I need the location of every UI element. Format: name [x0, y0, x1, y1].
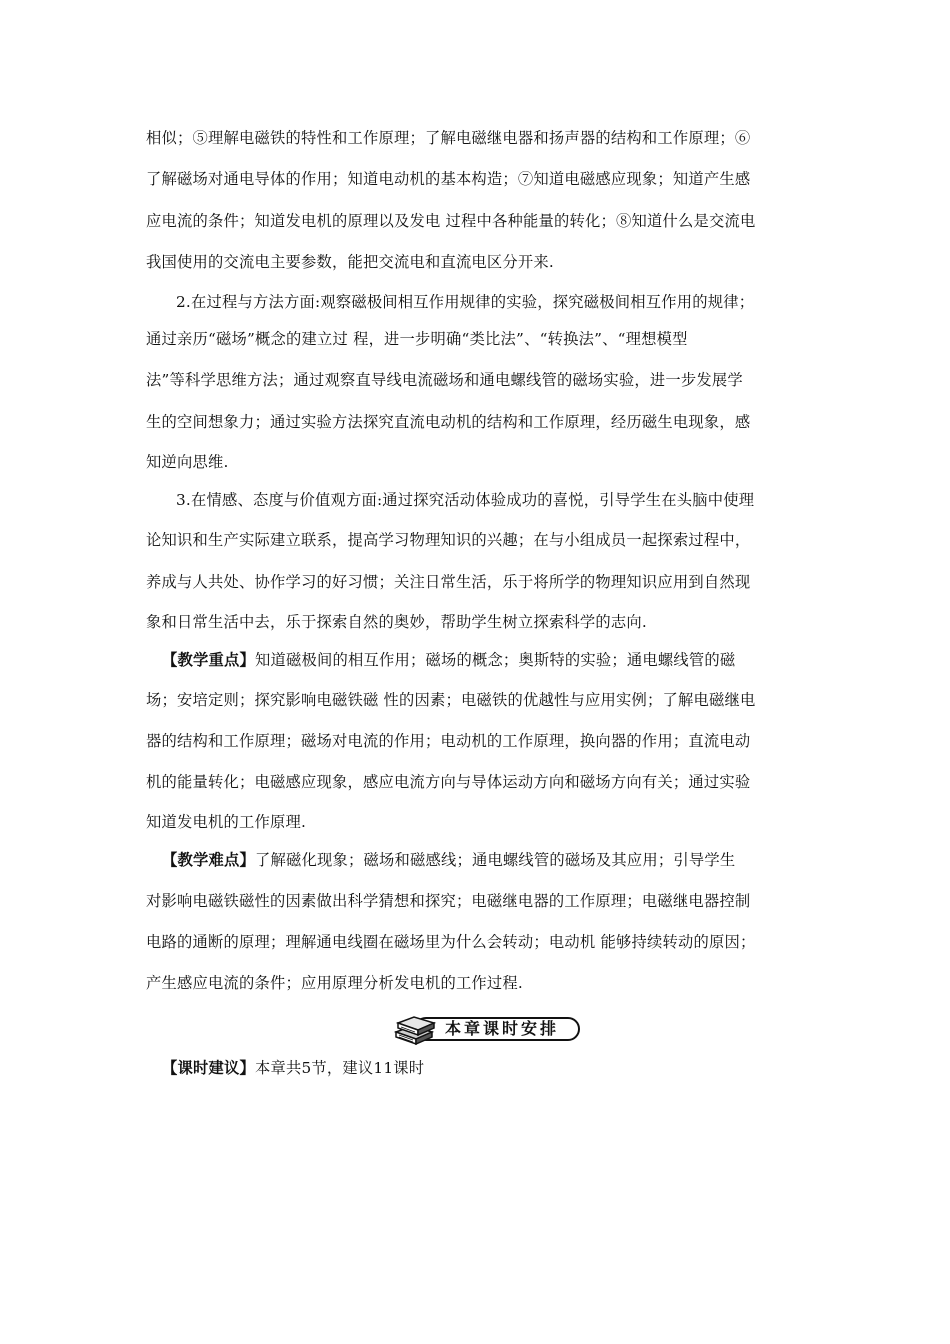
schedule-text: 本章共5节，建议11课时 [254, 1059, 425, 1077]
difficulties-label: 【教学难点】 [162, 851, 255, 869]
difficulties-text: 了解磁化现象；磁场和磁感线；通电螺线管的磁场及其应用；引导学生 [254, 851, 736, 869]
text-line: 通过亲历“磁场”概念的建立过 程，进一步明确“类比法”、“转换法”、“理想模型 [146, 330, 688, 348]
text-line: 知逆向思维. [146, 453, 229, 471]
text-line [162, 1058, 806, 1078]
section-banner [392, 1008, 588, 1048]
text-line [162, 650, 806, 670]
key-points-label: 【教学重点】 [162, 651, 255, 669]
key-points-text: 知道磁极间的相互作用；磁场的概念；奥斯特的实验；通电螺线管的磁 [254, 651, 736, 669]
text-line: 电路的通断的原理；理解通电线圈在磁场里为什么会转动；电动机 能够持续转动的原因； [146, 933, 756, 951]
text-line: 3.在情感、态度与价值观方面:通过探究活动体验成功的喜悦，引导学生在头脑中使理 [176, 491, 755, 509]
schedule-label: 【课时建议】 [162, 1059, 255, 1077]
text-line: 论知识和生产实际建立联系，提高学习物理知识的兴趣；在与小组成员一起探索过程中， [146, 531, 751, 549]
text-line: 知道发电机的工作原理. [146, 813, 307, 831]
text-line: 养成与人共处、协作学习的好习惯；关注日常生活，乐于将所学的物理知识应用到自然现 [146, 573, 751, 591]
text-line: 了解磁场对通电导体的作用；知道电动机的基本构造；⑦知道电磁感应现象；知道产生感 [146, 170, 751, 188]
banner-title: 本章课时安排 [444, 1019, 559, 1038]
text-line: 2.在过程与方法方面:观察磁极间相互作用规律的实验，探究磁极间相互作用的规律； [176, 293, 755, 311]
text-line: 产生感应电流的条件；应用原理分析发电机的工作过程. [146, 974, 523, 992]
text-line: 机的能量转化；电磁感应现象，感应电流方向与导体运动方向和磁场方向有关；通过实验 [146, 773, 751, 791]
text-line: 生的空间想象力；通过实验方法探究直流电动机的结构和工作原理，经历磁生电现象，感 [146, 413, 751, 431]
text-line: 相似；⑤理解电磁铁的特性和工作原理；了解电磁继电器和扬声器的结构和工作原理；⑥ [146, 129, 751, 147]
text-line: 应电流的条件；知道发电机的原理以及发电 过程中各种能量的转化；⑧知道什么是交流电 [146, 212, 756, 230]
text-line: 法”等科学思维方法；通过观察直导线电流磁场和通电螺线管的磁场实验，进一步发展学 [146, 371, 743, 389]
text-line: 器的结构和工作原理；磁场对电流的作用；电动机的工作原理，换向器的作用；直流电动 [146, 732, 751, 750]
text-line: 对影响电磁铁磁性的因素做出科学猜想和探究；电磁继电器的工作原理；电磁继电器控制 [146, 892, 751, 910]
text-line [162, 850, 806, 870]
text-line: 我国使用的交流电主要参数，能把交流电和直流电区分开来. [146, 253, 554, 271]
text-line: 象和日常生活中去，乐于探索自然的奥妙，帮助学生树立探索科学的志向. [146, 613, 647, 631]
text-line: 场；安培定则；探究影响电磁铁磁 性的因素；电磁铁的优越性与应用实例；了解电磁继电 [146, 691, 756, 709]
